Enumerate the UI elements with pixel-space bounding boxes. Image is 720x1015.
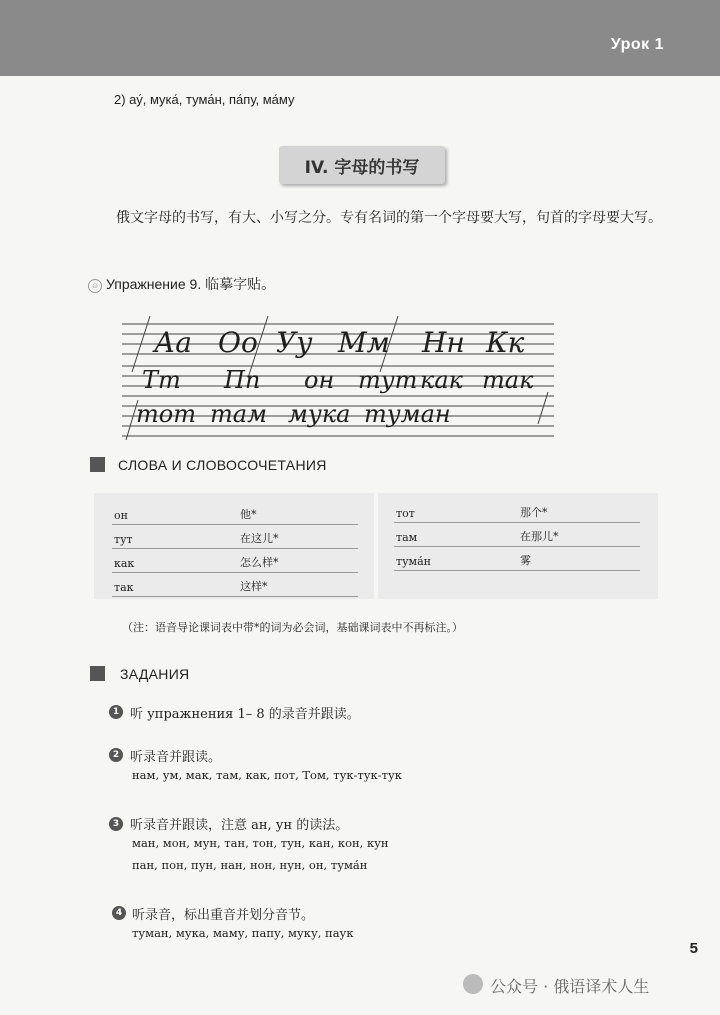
vocab-row	[394, 547, 640, 571]
task-words: туман, мука, маму, папу, муку, паук	[132, 926, 354, 940]
vocab-zh: 在这儿*	[238, 525, 358, 549]
task-instruction: 听 упражнения 1– 8 的录音并跟读。	[130, 707, 360, 722]
task-number-badge: 3	[109, 817, 123, 831]
script-word: так	[482, 366, 534, 394]
script-word: как	[420, 366, 463, 394]
exercise-icon: ⊙	[88, 279, 102, 293]
task-words: ман, мон, мун, тан, тон, тун, кан, кон, кун	[132, 836, 389, 850]
vocab-row	[112, 573, 358, 597]
script-word: тот	[136, 400, 196, 428]
wechat-icon	[463, 974, 483, 994]
section-heading: IV. 字母的书写	[279, 146, 445, 184]
task-number-badge: 2	[109, 748, 123, 762]
script-letter: Кк	[486, 326, 525, 359]
vocab-ru: тот	[394, 499, 518, 523]
vocab-row	[112, 525, 358, 549]
vocab-panel-right	[378, 493, 658, 599]
vocab-row	[394, 523, 640, 547]
script-letter: Аа	[154, 326, 192, 359]
vocab-ru: тума́н	[394, 547, 518, 571]
task-number-badge: 1	[109, 705, 123, 719]
watermark: 公众号 · 俄语译术人生	[490, 977, 650, 996]
vocab-zh: 那个*	[518, 499, 640, 523]
task-words: пан, пон, пун, нан, нон, нун, он, тума́н	[132, 858, 368, 872]
vocab-title: СЛОВА И СЛОВОСОЧЕТАНИЯ	[118, 457, 327, 473]
vocab-row	[112, 549, 358, 573]
vocab-note: （注：语音导论课词表中带*的词为必会词，基础课词表中不再标注。）	[122, 621, 463, 634]
vocab-table-left	[112, 501, 358, 597]
task-instruction: 听录音并跟读，注意 ан, ун 的读法。	[130, 818, 349, 833]
vocab-row	[394, 499, 640, 523]
task-instruction: 听录音，标出重音并划分音节。	[132, 908, 315, 923]
vocab-ru: как	[112, 549, 238, 573]
lesson-label: Урок 1	[610, 36, 664, 53]
task-number-badge: 4	[112, 906, 126, 920]
script-word: Тт	[142, 366, 181, 394]
vocab-ru: тут	[112, 525, 238, 549]
task-words: нам, ум, мак, там, как, пот, Том, тук-тук-тук	[132, 768, 402, 782]
script-word: там	[210, 400, 267, 428]
script-word: мука	[288, 400, 351, 428]
vocab-ru: там	[394, 523, 518, 547]
vocab-zh: 怎么样*	[238, 549, 358, 573]
script-letter: Нн	[422, 326, 465, 359]
vocab-zh: 雾	[518, 547, 640, 571]
section-paragraph: 俄文字母的书写，有大、小写之分。专有名词的第一个字母要大写，句首的字母要大写。	[116, 210, 662, 226]
exercise-label: Упражнение 9. 临摹字贴。	[106, 276, 276, 292]
vocab-zh: 在那儿*	[518, 523, 640, 547]
script-letter: Оо	[218, 326, 258, 359]
vocab-ru: так	[112, 573, 238, 597]
tasks-title: ЗАДАНИЯ	[120, 666, 190, 682]
vocab-table-right	[394, 499, 640, 571]
section-square-icon	[90, 666, 105, 681]
script-word: он	[304, 366, 335, 394]
task-instruction: 听录音并跟读。	[130, 750, 222, 765]
page-number: 5	[689, 940, 698, 957]
drill-line: 2) ау́, мука́, тума́н, па́пу, ма́му	[114, 92, 295, 107]
handwriting-sample	[118, 312, 558, 444]
script-word: тут	[358, 366, 418, 394]
vocab-zh: 他*	[238, 501, 358, 525]
script-letter: Уу	[276, 326, 313, 359]
vocab-panel-left	[94, 493, 374, 599]
vocab-zh: 这样*	[238, 573, 358, 597]
script-letter: Мм	[338, 326, 390, 359]
script-word: туман	[364, 400, 451, 428]
vocab-ru: он	[112, 501, 238, 525]
script-word: Пп	[224, 366, 261, 394]
section-square-icon	[90, 457, 105, 472]
vocab-row	[112, 501, 358, 525]
